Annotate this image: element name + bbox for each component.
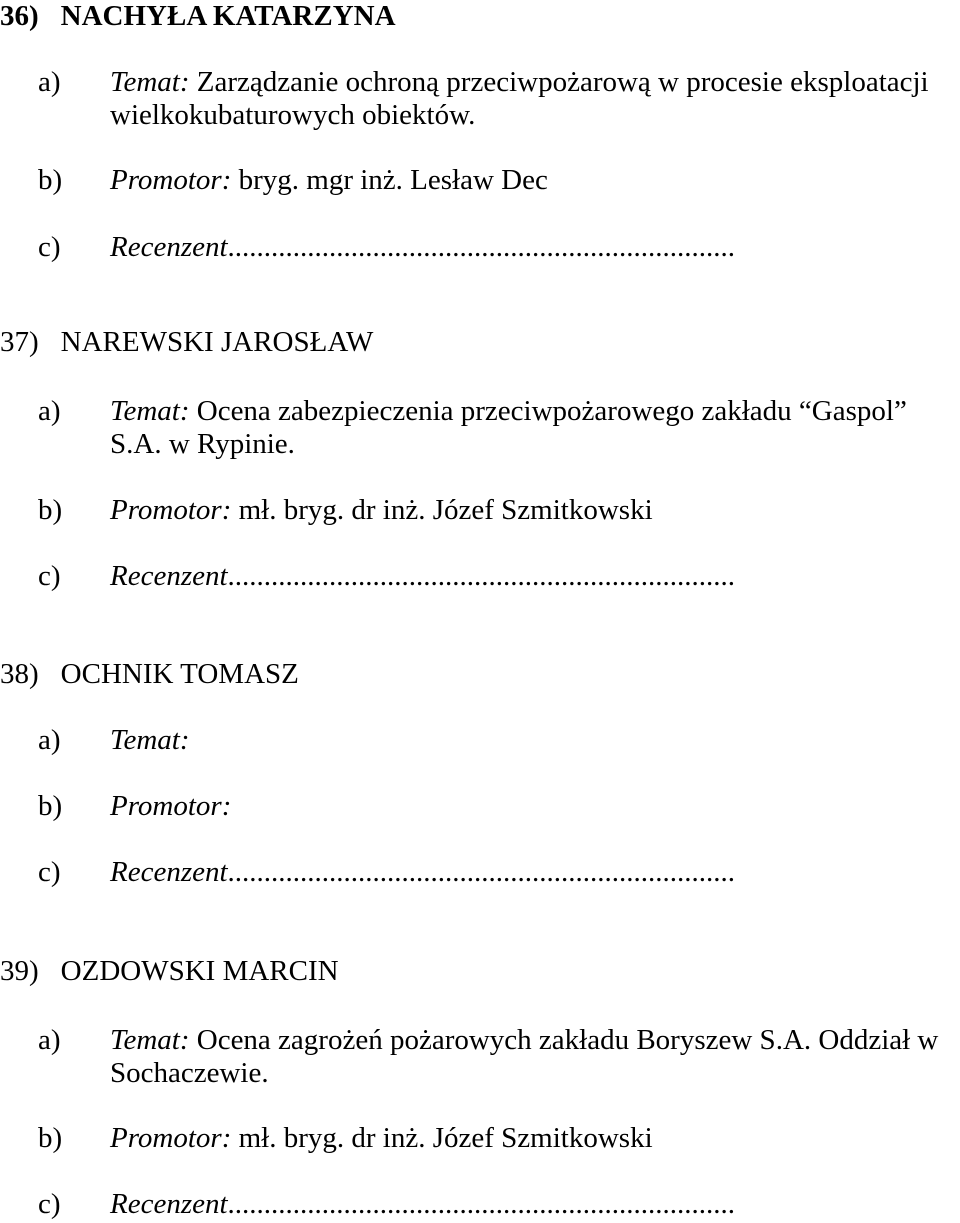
entry-number: 39) — [0, 955, 39, 987]
entry-number: 37) — [0, 326, 39, 358]
entry-number: 36) — [0, 0, 39, 32]
promoter-label: Promotor: — [110, 494, 232, 526]
topic-item — [0, 395, 950, 461]
topic-text: Zarządzanie ochroną przeciwpożarową w procesie eksploatacji wielkokubaturowych obiektów. — [110, 66, 929, 131]
reviewer-dots: ...................................................................... — [227, 231, 736, 263]
item-letter: c) — [38, 856, 61, 888]
topic-item — [0, 724, 950, 757]
item-letter: a) — [38, 66, 61, 98]
item-letter: b) — [38, 494, 63, 526]
reviewer-item — [0, 231, 950, 264]
item-letter: a) — [38, 1024, 61, 1056]
item-letter: b) — [38, 790, 63, 822]
promoter-text: mł. bryg. dr inż. Józef Szmitkowski — [238, 1122, 653, 1154]
reviewer-dots: ...................................................................... — [227, 560, 736, 592]
reviewer-label: Recenzent — [110, 856, 228, 888]
reviewer-dots: ...................................................................... — [227, 1188, 736, 1220]
item-letter: a) — [38, 724, 61, 756]
item-letter: b) — [38, 164, 63, 196]
topic-label: Temat: — [110, 66, 190, 98]
topic-text: Ocena zagrożeń pożarowych zakładu Boryszew S.A. Oddział w Sochaczewie. — [110, 1024, 939, 1089]
promoter-item — [0, 790, 950, 823]
promoter-label: Promotor: — [110, 790, 232, 822]
item-letter: c) — [38, 231, 61, 263]
entry-number: 38) — [0, 658, 39, 690]
entry-header — [0, 0, 396, 33]
entry-name: OCHNIK TOMASZ — [60, 658, 299, 690]
topic-item — [0, 1024, 950, 1090]
item-letter: b) — [38, 1122, 63, 1154]
promoter-label: Promotor: — [110, 1122, 232, 1154]
item-letter: a) — [38, 395, 61, 427]
promoter-item — [0, 1122, 950, 1155]
topic-item — [0, 66, 950, 132]
promoter-item — [0, 494, 950, 527]
topic-label: Temat: — [110, 724, 190, 756]
entry-header — [0, 326, 373, 359]
reviewer-item — [0, 1188, 950, 1221]
promoter-text: bryg. mgr inż. Lesław Dec — [238, 164, 548, 196]
reviewer-item — [0, 856, 950, 889]
entry-header — [0, 658, 299, 691]
reviewer-item — [0, 560, 950, 593]
topic-text: Ocena zabezpieczenia przeciwpożarowego zakładu “Gaspol” S.A. w Rypinie. — [110, 395, 907, 460]
reviewer-label: Recenzent — [110, 231, 228, 263]
topic-label: Temat: — [110, 395, 190, 427]
promoter-item — [0, 164, 950, 197]
entry-name: NACHYŁA KATARZYNA — [60, 0, 396, 32]
reviewer-label: Recenzent — [110, 1188, 228, 1220]
reviewer-label: Recenzent — [110, 560, 228, 592]
item-letter: c) — [38, 560, 61, 592]
promoter-text: mł. bryg. dr inż. Józef Szmitkowski — [238, 494, 653, 526]
topic-label: Temat: — [110, 1024, 190, 1056]
entry-name: OZDOWSKI MARCIN — [60, 955, 339, 987]
entry-header — [0, 955, 339, 988]
entry-name: NAREWSKI JAROSŁAW — [60, 326, 374, 358]
item-letter: c) — [38, 1188, 61, 1220]
promoter-label: Promotor: — [110, 164, 232, 196]
reviewer-dots: ...................................................................... — [227, 856, 736, 888]
